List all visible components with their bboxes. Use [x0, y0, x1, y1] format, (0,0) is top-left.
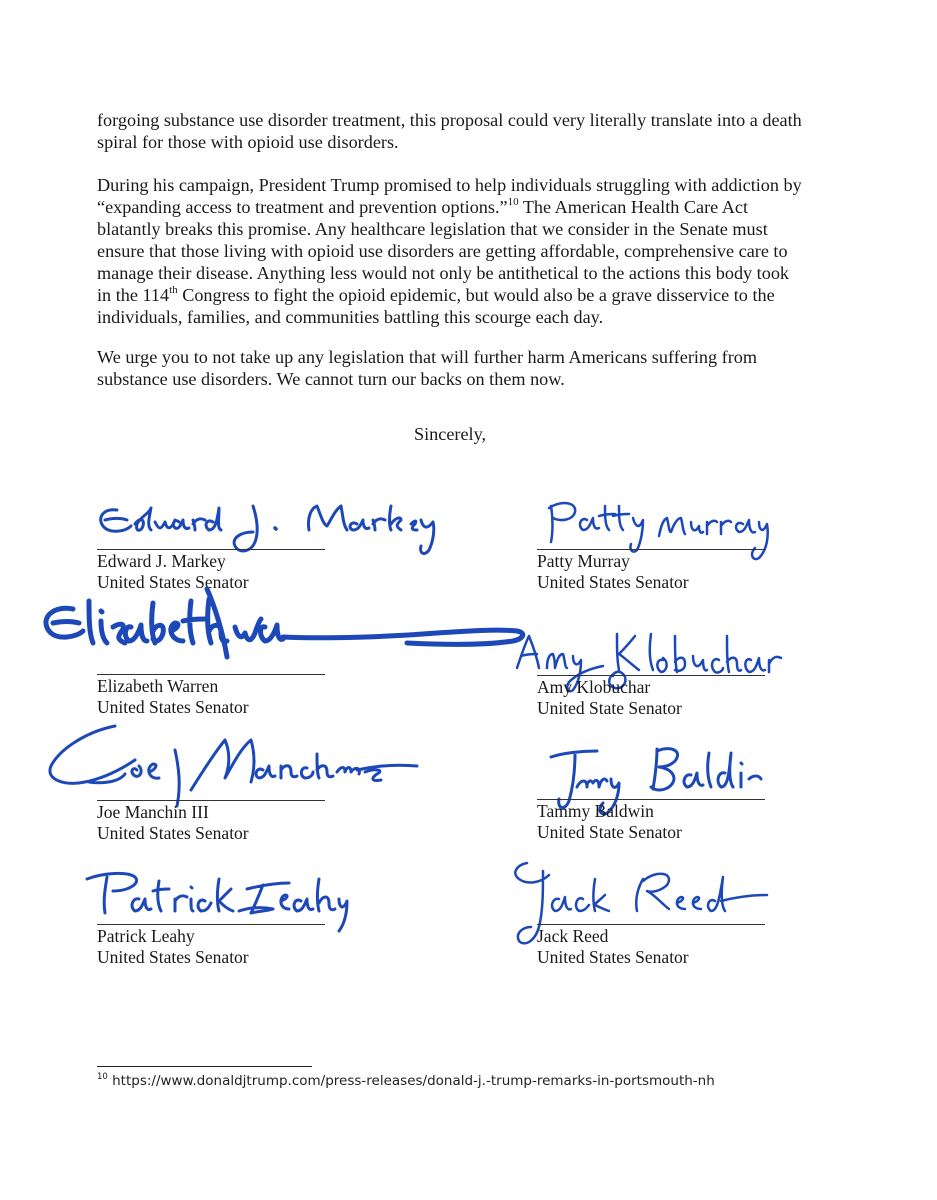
- signatory-title: United State Senator: [537, 698, 682, 718]
- footnote-reference: 10: [507, 195, 519, 208]
- signatory-title: United States Senator: [537, 947, 689, 967]
- signature-block-leahy: [97, 879, 427, 989]
- signatory-name: Patty Murray: [537, 551, 630, 571]
- signatory-title: United States Senator: [97, 947, 249, 967]
- signatory-name: Tammy Baldwin: [537, 801, 654, 821]
- paragraph-3: [97, 346, 832, 390]
- closing: Sincerely,: [414, 424, 487, 444]
- signatory-name: Joe Manchin III: [97, 802, 209, 822]
- signature-block-klobuchar: [537, 628, 867, 738]
- signatory-title: United States Senator: [537, 572, 689, 592]
- signatory-name: Amy Klobuchar: [537, 677, 651, 697]
- ordinal-suffix: th: [169, 283, 178, 296]
- signature-block-murray: [537, 500, 867, 610]
- paragraph-line: spiral for those with opioid use disorders.: [97, 132, 399, 152]
- signature-block-baldwin: [537, 753, 867, 863]
- signature-line: [537, 549, 765, 550]
- paragraph-line: [97, 284, 832, 306]
- signature-line: [97, 674, 325, 675]
- signature-line: [97, 549, 325, 550]
- signatory-name: Elizabeth Warren: [97, 676, 219, 696]
- signatory-name: Patrick Leahy: [97, 926, 195, 946]
- footnote-url: https://www.donaldjtrump.com/press-releases/donald-j.-trump-remarks-in-portsmouth-nh: [107, 1073, 715, 1089]
- signature-line: [97, 800, 325, 801]
- signature-line: [97, 924, 325, 925]
- paragraph-text: The American Health Care Act: [518, 197, 749, 217]
- paragraph-line: forgoing substance use disorder treatment, this proposal could very literally translate into a death: [97, 110, 802, 130]
- signatory-title: United State Senator: [537, 822, 682, 842]
- paragraph-1: [97, 109, 832, 153]
- paragraph-line: blatantly breaks this promise. Any healthcare legislation that we consider in the Senate must: [97, 219, 768, 239]
- quote-text: “expanding access to treatment and prevention options.”: [97, 197, 508, 217]
- paragraph-2: [97, 174, 832, 328]
- signature-line: [537, 799, 765, 800]
- paragraph-line: substance use disorders. We cannot turn our backs on them now.: [97, 369, 565, 389]
- signature-block-manchin: [97, 754, 427, 864]
- paragraph-text: in the 114: [97, 285, 170, 305]
- signatory-title: United States Senator: [97, 697, 249, 717]
- signatory-name: Jack Reed: [537, 926, 609, 946]
- signatory-title: United States Senator: [97, 823, 249, 843]
- signature-line: [537, 675, 765, 676]
- paragraph-line: manage their disease. Anything less would not only be antithetical to the actions this body took: [97, 263, 790, 283]
- signatory-name: Edward J. Markey: [97, 551, 226, 571]
- signature-block-reed: [537, 879, 867, 989]
- paragraph-line: We urge you to not take up any legislation that will further harm Americans suffering from: [97, 347, 758, 367]
- paragraph-text: Congress to fight the opioid epidemic, but would also be a grave disservice to the: [177, 285, 775, 305]
- signature-block-markey: [97, 500, 427, 610]
- footnote-number: 10: [97, 1071, 108, 1082]
- paragraph-line: individuals, families, and communities battling this scourge each day.: [97, 307, 604, 327]
- paragraph-line: During his campaign, President Trump promised to help individuals struggling with addiction by: [97, 175, 802, 195]
- signature-block-warren: [97, 627, 427, 737]
- footnote: [97, 1073, 715, 1089]
- signatory-title: United States Senator: [97, 572, 249, 592]
- signature-line: [537, 924, 765, 925]
- paragraph-line: [97, 196, 832, 218]
- paragraph-line: ensure that those living with opioid use disorders are getting affordable, comprehensive care to: [97, 241, 788, 261]
- footnote-rule: [97, 1066, 312, 1067]
